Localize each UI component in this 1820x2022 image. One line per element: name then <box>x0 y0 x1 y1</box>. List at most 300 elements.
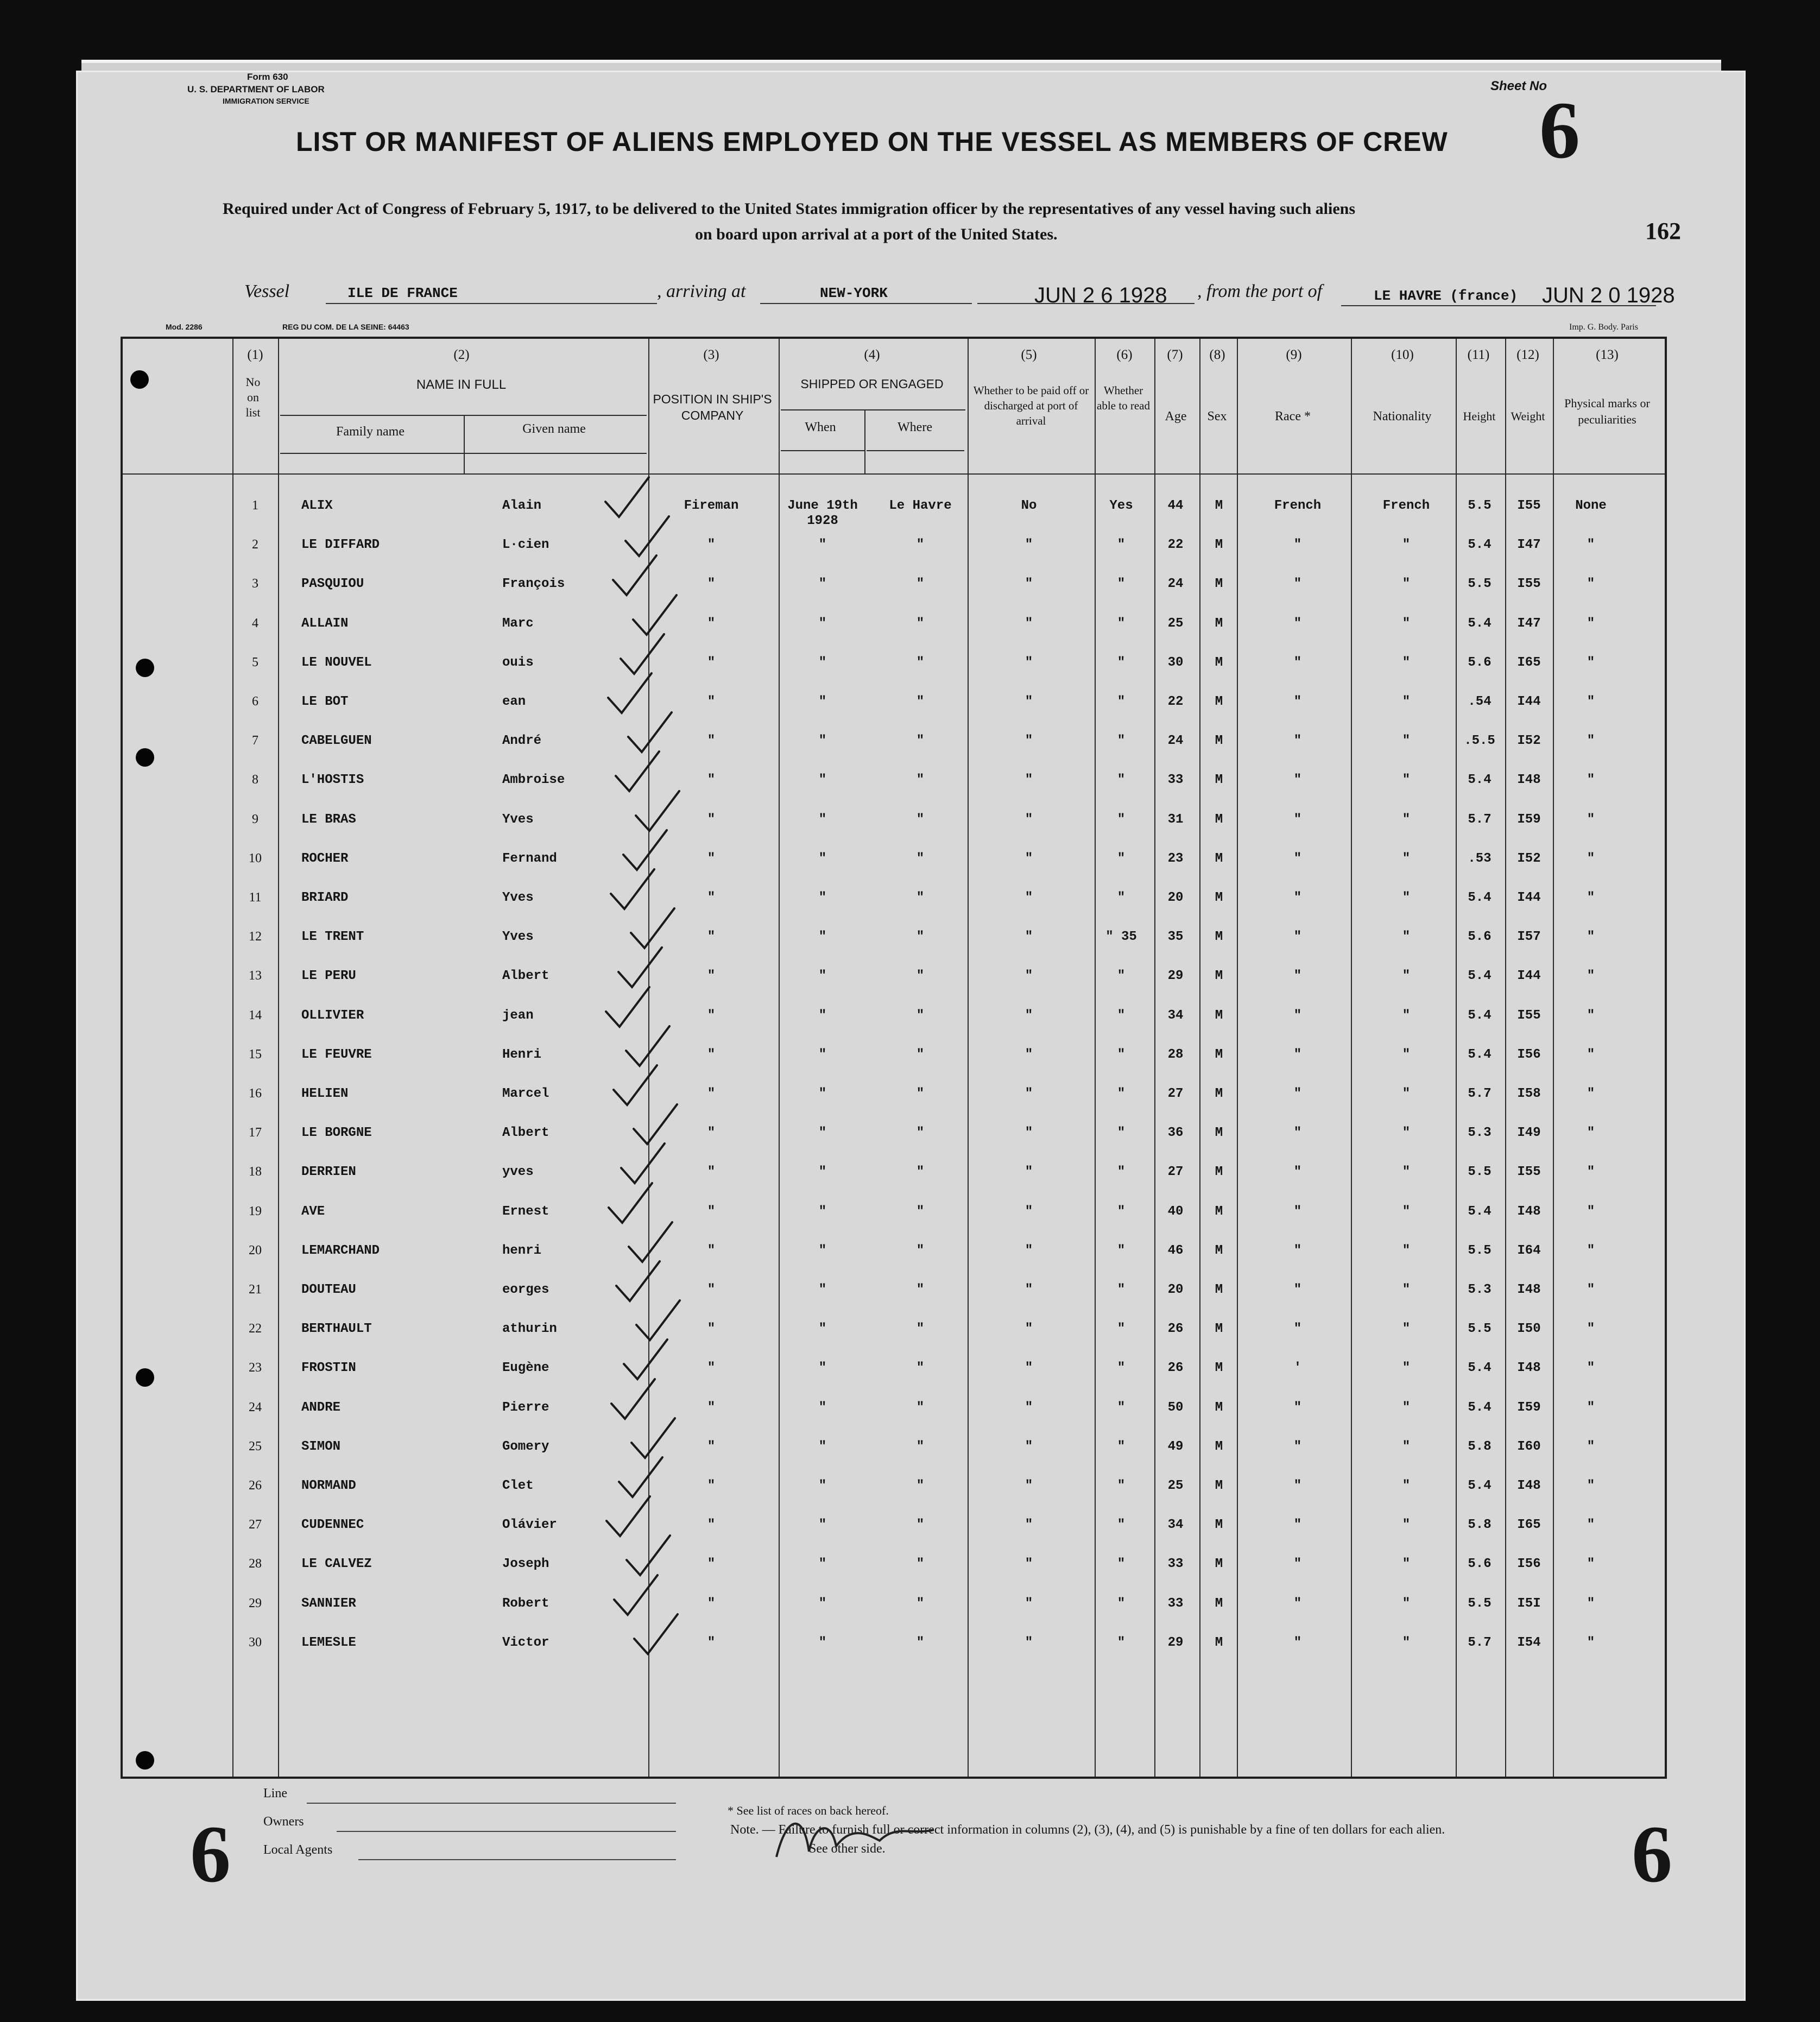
cell-family: ALIX <box>301 498 333 513</box>
cell-marks: " <box>1587 1204 1595 1219</box>
cell-when: " <box>818 969 827 984</box>
cell-when: " <box>818 1596 827 1611</box>
cell-where: " <box>916 616 925 631</box>
column-number: (11) <box>1467 347 1490 362</box>
cell-position: " <box>707 1165 716 1180</box>
header-sex: Sex <box>1207 409 1227 424</box>
check-mark-icon <box>616 1455 665 1499</box>
cell-where: Le Havre <box>889 498 952 513</box>
cell-race: " <box>1293 1008 1302 1023</box>
check-mark-icon <box>610 553 659 597</box>
cell-marks: " <box>1587 1439 1595 1454</box>
cell-no: 20 <box>249 1243 262 1258</box>
cell-position: " <box>707 1596 716 1611</box>
cell-paid: " <box>1025 851 1033 866</box>
column-number: (10) <box>1391 347 1414 362</box>
registration: REG DU COM. DE LA SEINE: 64463 <box>282 323 409 331</box>
cell-when: " <box>818 1557 827 1572</box>
check-mark-icon <box>609 1376 658 1421</box>
footer-rule <box>307 1803 676 1804</box>
cell-given: Alain <box>502 498 542 513</box>
cell-marks: " <box>1587 655 1595 670</box>
cell-family: CABELGUEN <box>301 734 372 749</box>
sheet-big-number: 6 <box>1539 85 1580 175</box>
cell-marks: " <box>1587 694 1595 709</box>
cell-position: " <box>707 1635 716 1650</box>
check-mark-icon <box>621 827 669 872</box>
cell-no: 25 <box>249 1439 262 1454</box>
cell-marks: " <box>1587 1322 1595 1337</box>
cell-position: " <box>707 1322 716 1337</box>
cell-race: " <box>1293 1557 1302 1572</box>
cell-paid: " <box>1025 1478 1033 1493</box>
cell-weight: I50 <box>1517 1322 1541 1337</box>
cell-where: " <box>916 1478 925 1493</box>
cell-position: " <box>707 1126 716 1141</box>
cell-paid: " <box>1025 577 1033 592</box>
cell-age: 35 <box>1167 930 1184 945</box>
cell-age: 49 <box>1167 1439 1184 1454</box>
cell-no: 18 <box>249 1165 262 1179</box>
cell-weight: I56 <box>1517 1557 1541 1572</box>
cell-sex: M <box>1215 1439 1223 1454</box>
cell-sex: M <box>1215 890 1223 905</box>
cell-sex: M <box>1215 969 1223 984</box>
check-mark-icon <box>603 984 652 1029</box>
cell-where: " <box>916 655 925 670</box>
cell-position: " <box>707 773 716 788</box>
cell-given: eorges <box>502 1282 549 1297</box>
subtitle-line-1: Required under Act of Congress of February 5, 1917, to be delivered to the United States immigration officer by the representatives of any vessel having such aliens <box>223 200 1355 218</box>
cell-height: 5.5 <box>1468 1322 1492 1337</box>
cell-weight: I54 <box>1517 1635 1541 1650</box>
cell-family: LE BOT <box>301 694 349 709</box>
cell-family: FROSTIN <box>301 1361 356 1376</box>
cell-position: " <box>707 616 716 631</box>
cell-read: " <box>1117 1635 1126 1650</box>
cell-when: " <box>818 1635 827 1650</box>
cell-marks: " <box>1587 890 1595 905</box>
cell-age: 29 <box>1167 1635 1184 1650</box>
cell-given: André <box>502 734 542 749</box>
cell-weight: I52 <box>1517 734 1541 749</box>
cell-given: Fernand <box>502 851 557 866</box>
cell-given: Henri <box>502 1047 542 1062</box>
cell-paid: " <box>1025 1322 1033 1337</box>
cell-race: " <box>1293 969 1302 984</box>
cell-position: " <box>707 890 716 905</box>
cell-given: Clet <box>502 1478 534 1493</box>
cell-sex: M <box>1215 655 1223 670</box>
cell-family: LE TRENT <box>301 930 364 945</box>
column-rule <box>1456 339 1457 1777</box>
cell-race: " <box>1293 655 1302 670</box>
from-port-label: , from the port of <box>1197 281 1323 301</box>
cell-position: " <box>707 734 716 749</box>
cell-marks: " <box>1587 930 1595 945</box>
cell-sex: M <box>1215 538 1223 553</box>
cell-where: " <box>916 851 925 866</box>
cell-family: LEMARCHAND <box>301 1243 380 1258</box>
cell-read: " <box>1117 1047 1126 1062</box>
cell-read: " <box>1117 969 1126 984</box>
see-other-side: See other side. <box>809 1842 886 1856</box>
cell-when: " <box>818 734 827 749</box>
cell-height: 5.6 <box>1468 930 1492 945</box>
check-mark-icon <box>608 867 657 911</box>
cell-sex: M <box>1215 577 1223 592</box>
cell-sex: M <box>1215 1204 1223 1219</box>
cell-where: " <box>916 1596 925 1611</box>
cell-where: " <box>916 577 925 592</box>
cell-given: jean <box>502 1008 534 1023</box>
cell-read: " <box>1117 773 1126 788</box>
cell-height: 5.4 <box>1468 538 1492 553</box>
cell-given: Marc <box>502 616 534 631</box>
cell-paid: " <box>1025 1126 1033 1141</box>
cell-marks: " <box>1587 616 1595 631</box>
cell-nat: " <box>1402 930 1411 945</box>
cell-where: " <box>916 1400 925 1415</box>
cell-paid: " <box>1025 930 1033 945</box>
cell-weight: I52 <box>1517 851 1541 866</box>
cell-age: 36 <box>1167 1126 1184 1141</box>
cell-where: " <box>916 1635 925 1650</box>
cell-given: Marcel <box>502 1086 549 1101</box>
cell-weight: I55 <box>1517 577 1541 592</box>
cell-age: 27 <box>1167 1165 1184 1180</box>
footer-rule <box>358 1859 676 1860</box>
cell-marks: " <box>1587 1400 1595 1415</box>
cell-when: " <box>818 930 827 945</box>
arriving-port: NEW-YORK <box>820 285 888 301</box>
check-mark-icon <box>614 1259 662 1303</box>
cell-marks: " <box>1587 1361 1595 1376</box>
cell-family: ANDRE <box>301 1400 341 1415</box>
cell-nat: " <box>1402 1165 1411 1180</box>
column-number: (4) <box>864 347 880 362</box>
header-rule <box>123 473 1665 475</box>
cell-position: " <box>707 538 716 553</box>
check-mark-icon <box>633 788 682 833</box>
cell-race: " <box>1293 1596 1302 1611</box>
cell-sex: M <box>1215 1165 1223 1180</box>
cell-position: " <box>707 655 716 670</box>
cell-height: .5.5 <box>1464 734 1495 749</box>
cell-family: LE CALVEZ <box>301 1557 372 1572</box>
cell-read: " <box>1117 734 1126 749</box>
cell-sex: M <box>1215 773 1223 788</box>
cell-age: 26 <box>1167 1361 1184 1376</box>
cell-when: June 19th 1928 <box>787 498 858 528</box>
cell-race: " <box>1293 930 1302 945</box>
cell-nat: " <box>1402 773 1411 788</box>
cell-height: 5.4 <box>1468 1361 1492 1376</box>
cell-position: " <box>707 1047 716 1062</box>
cell-race: " <box>1293 1282 1302 1297</box>
cell-height: 5.8 <box>1468 1439 1492 1454</box>
cell-read: " <box>1117 1596 1126 1611</box>
form-number: Form 630 <box>247 72 288 82</box>
header-able-to-read: Whether able to read <box>1097 384 1150 412</box>
cell-race: ' <box>1293 1361 1302 1376</box>
check-mark-icon <box>624 1533 673 1577</box>
cell-height: 5.4 <box>1468 1400 1492 1415</box>
cell-when: " <box>818 1165 827 1180</box>
cell-given: François <box>502 577 565 592</box>
cell-read: " <box>1117 1478 1126 1493</box>
vessel-label: Vessel <box>244 281 290 301</box>
cell-paid: " <box>1025 1243 1033 1258</box>
cell-marks: " <box>1587 1282 1595 1297</box>
check-mark-icon <box>618 631 667 676</box>
cell-race: " <box>1293 1204 1302 1219</box>
cell-when: " <box>818 890 827 905</box>
cell-nat: " <box>1402 851 1411 866</box>
cell-given: ouis <box>502 655 534 670</box>
cell-height: 5.6 <box>1468 1557 1492 1572</box>
cell-paid: " <box>1025 616 1033 631</box>
shipped-subheader-rule <box>781 409 965 410</box>
column-rule <box>1154 339 1155 1777</box>
arriving-label: , arriving at <box>657 281 746 301</box>
header-name-in-full: NAME IN FULL <box>416 377 507 392</box>
cell-nat: " <box>1402 1086 1411 1101</box>
cell-height: 5.6 <box>1468 655 1492 670</box>
cell-sex: M <box>1215 1243 1223 1258</box>
cell-read: " <box>1117 890 1126 905</box>
cell-no: 13 <box>249 969 262 983</box>
cell-no: 30 <box>249 1635 262 1650</box>
cell-no: 24 <box>249 1400 262 1414</box>
cell-where: " <box>916 1165 925 1180</box>
cell-race: " <box>1293 1165 1302 1180</box>
column-number: (2) <box>453 347 470 362</box>
cell-nat: " <box>1402 1126 1411 1141</box>
cell-given: Olávier <box>502 1518 557 1533</box>
header-when: When <box>805 420 836 434</box>
cell-when: " <box>818 577 827 592</box>
cell-nat: " <box>1402 1204 1411 1219</box>
cell-weight: I55 <box>1517 498 1541 513</box>
cell-race: French <box>1274 498 1322 513</box>
cell-sex: M <box>1215 1047 1223 1062</box>
cell-age: 50 <box>1167 1400 1184 1415</box>
cell-height: 5.7 <box>1468 1635 1492 1650</box>
cell-nat: " <box>1402 1635 1411 1650</box>
cell-marks: " <box>1587 773 1595 788</box>
cell-given: athurin <box>502 1322 557 1337</box>
cell-paid: No <box>1021 498 1037 513</box>
cell-marks: " <box>1587 1596 1595 1611</box>
cell-marks: " <box>1587 734 1595 749</box>
cell-read: " <box>1117 1439 1126 1454</box>
cell-when: " <box>818 773 827 788</box>
cell-no: 16 <box>249 1086 262 1101</box>
cell-read: " <box>1117 538 1126 553</box>
cell-marks: None <box>1575 498 1607 513</box>
from-underline <box>1341 305 1656 306</box>
cell-sex: M <box>1215 1126 1223 1141</box>
cell-where: " <box>916 1047 925 1062</box>
cell-paid: " <box>1025 890 1033 905</box>
cell-weight: I57 <box>1517 930 1541 945</box>
check-mark-icon <box>605 671 654 715</box>
footer-agents-label: Local Agents <box>263 1843 333 1857</box>
column-number: (7) <box>1167 347 1183 362</box>
cell-given: Gomery <box>502 1439 549 1454</box>
cell-where: " <box>916 1126 925 1141</box>
cell-age: 30 <box>1167 655 1184 670</box>
cell-weight: I44 <box>1517 890 1541 905</box>
cell-no: 9 <box>252 812 258 826</box>
cell-marks: " <box>1587 1557 1595 1572</box>
cell-no: 1 <box>252 498 258 513</box>
vessel-underline <box>326 303 657 304</box>
cell-nat: " <box>1402 577 1411 592</box>
cell-weight: I65 <box>1517 1518 1541 1533</box>
cell-weight: I48 <box>1517 1478 1541 1493</box>
cell-marks: " <box>1587 577 1595 592</box>
cell-position: " <box>707 1439 716 1454</box>
cell-height: 5.8 <box>1468 1518 1492 1533</box>
cell-given: L·cien <box>502 538 549 553</box>
cell-nat: " <box>1402 655 1411 670</box>
cell-read: " <box>1117 1204 1126 1219</box>
cell-age: 26 <box>1167 1322 1184 1337</box>
cell-age: 44 <box>1167 498 1184 513</box>
header-physical-marks: Physical marks or peculiarities <box>1564 396 1650 426</box>
cell-age: 34 <box>1167 1008 1184 1023</box>
check-mark-icon <box>623 514 672 558</box>
cell-age: 20 <box>1167 890 1184 905</box>
cell-where: " <box>916 1322 925 1337</box>
vessel-name: ILE DE FRANCE <box>347 285 458 301</box>
header-height: Height <box>1463 409 1496 423</box>
cell-marks: " <box>1587 1047 1595 1062</box>
cell-when: " <box>818 1518 827 1533</box>
cell-paid: " <box>1025 1400 1033 1415</box>
cell-read: " <box>1117 1086 1126 1101</box>
cell-position: " <box>707 930 716 945</box>
footer-line-label: Line <box>263 1786 287 1800</box>
cell-read: " <box>1117 694 1126 709</box>
cell-nat: " <box>1402 1400 1411 1415</box>
column-number: (12) <box>1516 347 1539 362</box>
cell-read: " <box>1117 1282 1126 1297</box>
header-where: Where <box>898 420 932 434</box>
cell-race: " <box>1293 616 1302 631</box>
cell-height: 5.4 <box>1468 773 1492 788</box>
cell-read: " <box>1117 1322 1126 1337</box>
mod-number: Mod. 2286 <box>166 323 203 331</box>
cell-read: " <box>1117 851 1126 866</box>
cell-weight: I47 <box>1517 538 1541 553</box>
arrival-date-stamp: JUN 2 6 1928 <box>1034 283 1167 307</box>
cell-read: " <box>1117 577 1126 592</box>
cell-height: 5.5 <box>1468 498 1492 513</box>
cell-when: " <box>818 1086 827 1101</box>
cell-read: " <box>1117 616 1126 631</box>
cell-read: " <box>1117 1126 1126 1141</box>
cell-where: " <box>916 734 925 749</box>
cell-family: LEMESLE <box>301 1635 356 1650</box>
cell-position: " <box>707 577 716 592</box>
cell-family: ROCHER <box>301 851 349 866</box>
column-number: (1) <box>247 347 263 362</box>
cell-given: Ernest <box>502 1204 549 1219</box>
cell-race: " <box>1293 1439 1302 1454</box>
cell-race: " <box>1293 773 1302 788</box>
cell-paid: " <box>1025 1165 1033 1180</box>
cell-no: 8 <box>252 773 258 787</box>
cell-family: DOUTEAU <box>301 1282 356 1297</box>
cell-paid: " <box>1025 1518 1033 1533</box>
arriving-underline <box>760 303 972 304</box>
cell-sex: M <box>1215 1518 1223 1533</box>
page-title: LIST OR MANIFEST OF ALIENS EMPLOYED ON THE VESSEL AS MEMBERS OF CREW <box>296 127 1448 157</box>
column-rule <box>1199 339 1200 1777</box>
cell-age: 31 <box>1167 812 1184 827</box>
cell-sex: M <box>1215 1557 1223 1572</box>
column-number: (5) <box>1021 347 1037 362</box>
cell-paid: " <box>1025 1008 1033 1023</box>
header-position: POSITION IN SHIP'S COMPANY <box>653 392 772 422</box>
cell-nat: " <box>1402 1322 1411 1337</box>
cell-marks: " <box>1587 1243 1595 1258</box>
cell-when: " <box>818 1047 827 1062</box>
cell-position: " <box>707 1557 716 1572</box>
cell-family: LE NOUVEL <box>301 655 372 670</box>
cell-height: .54 <box>1468 694 1492 709</box>
cell-age: 29 <box>1167 969 1184 984</box>
cell-weight: I56 <box>1517 1047 1541 1062</box>
cell-position: " <box>707 1008 716 1023</box>
header-age: Age <box>1165 409 1187 424</box>
cell-age: 22 <box>1167 538 1184 553</box>
cell-age: 24 <box>1167 577 1184 592</box>
cell-paid: " <box>1025 1086 1033 1101</box>
header-family-name: Family name <box>336 425 405 439</box>
cell-marks: " <box>1587 1635 1595 1650</box>
cell-no: 22 <box>249 1322 262 1336</box>
cell-when: " <box>818 538 827 553</box>
check-mark-icon <box>634 1298 682 1342</box>
cell-age: 40 <box>1167 1204 1184 1219</box>
header-paid-off: Whether to be paid off or discharged at port of arrival <box>973 384 1089 427</box>
cell-race: " <box>1293 1047 1302 1062</box>
cell-no: 3 <box>252 577 258 591</box>
cell-sex: M <box>1215 1008 1223 1023</box>
check-mark-icon <box>603 475 652 519</box>
column-rule <box>1351 339 1352 1777</box>
cell-read: " <box>1117 1008 1126 1023</box>
cell-marks: " <box>1587 1165 1595 1180</box>
cell-paid: " <box>1025 694 1033 709</box>
cell-nat: " <box>1402 1282 1411 1297</box>
page-number: 162 <box>1645 218 1681 244</box>
cell-age: 24 <box>1167 734 1184 749</box>
check-mark-icon <box>625 710 674 754</box>
cell-height: 5.4 <box>1468 616 1492 631</box>
cell-height: 5.5 <box>1468 1165 1492 1180</box>
header-nationality: Nationality <box>1373 409 1432 424</box>
cell-sex: M <box>1215 1086 1223 1101</box>
cell-family: SIMON <box>301 1439 341 1454</box>
cell-age: 33 <box>1167 1596 1184 1611</box>
cell-sex: M <box>1215 1635 1223 1650</box>
check-mark-icon <box>611 1572 660 1617</box>
